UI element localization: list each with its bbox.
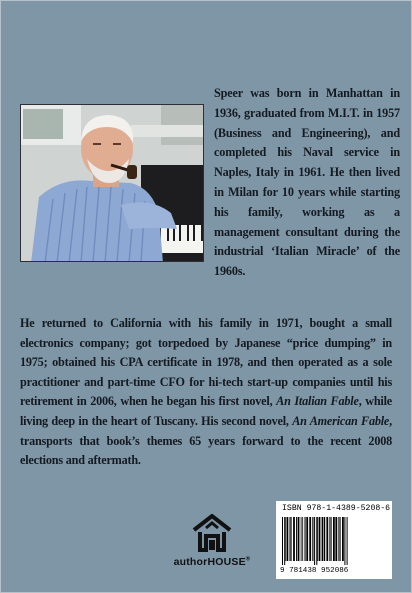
isbn-label: ISBN 978-1-4389-5208-6 — [282, 504, 391, 513]
publisher-logo — [172, 514, 252, 574]
barcode-bar — [291, 517, 292, 561]
barcode-bar — [293, 517, 295, 561]
barcode-bar — [342, 517, 344, 561]
barcode-bar — [324, 517, 325, 561]
barcode-bars — [280, 515, 388, 567]
barcode-bar — [333, 517, 335, 561]
barcode-bar — [296, 517, 297, 561]
barcode-bar — [304, 517, 305, 561]
book-title-american-fable: An American Fable — [292, 413, 390, 428]
authorhouse-logo-icon — [190, 514, 234, 554]
barcode-bar — [302, 517, 303, 561]
barcode-main-digits: 781438 952086 — [289, 567, 349, 575]
barcode-guard-bar — [282, 517, 283, 565]
author-bio-paragraph-2 — [20, 314, 392, 471]
bio-text-part-2: , while living deep in the heart of Tuscany. His second novel, — [20, 394, 393, 428]
barcode-guard-bar — [314, 517, 315, 565]
barcode-bar — [331, 517, 332, 561]
barcode-bar — [317, 517, 318, 561]
barcode-bar — [312, 517, 313, 561]
barcode-guard-bar — [284, 517, 285, 565]
barcode-bar — [338, 517, 339, 561]
barcode-guard-bar — [347, 517, 348, 565]
barcode-first-digit: 9 — [280, 567, 285, 575]
barcode-bar — [305, 517, 306, 561]
barcode-digits — [280, 567, 388, 575]
publisher-name-text: authorHOUSE — [173, 556, 246, 568]
bio-text-part-3: , transports that book’s themes 65 years forward to the recent 2008 elections and aftermath. — [20, 413, 392, 468]
barcode-guard-bar — [344, 517, 345, 565]
barcode-bar — [335, 517, 337, 561]
barcode-bar — [319, 517, 321, 561]
author-photo — [20, 104, 204, 262]
publisher-name — [172, 556, 252, 568]
author-bio-paragraph-1: Speer was born in Manhattan in 1936, graduated from M.I.T. in 1957 (Business and Engineering), and completed his Naval service in Naples, Italy in 1961. He then lived in Milan for 10 years while starting his family, working as a management consultant during the industrial ‘Italian Miracle’ of the 1960s. — [214, 86, 400, 279]
isbn-barcode — [276, 501, 392, 579]
barcode-bar — [300, 517, 301, 561]
barcode-bar — [322, 517, 324, 561]
barcode-bar — [290, 517, 291, 561]
barcode-bar — [298, 517, 299, 561]
barcode-guard-bar — [316, 517, 317, 565]
barcode-bar — [326, 517, 328, 561]
barcode-bar — [340, 517, 341, 561]
barcode-bar — [329, 517, 330, 561]
book-title-italian-fable: An Italian Fable — [276, 394, 359, 409]
registered-mark: ® — [245, 556, 251, 563]
barcode-bar — [285, 517, 286, 561]
bio-text-part-1: He returned to California with his family in 1971, bought a small electronics company; got torpedoed by Japanese “price dumping” in 1975; obtained his CPA certificate in 1978, and then operated as a sole practitioner and part-time CFO for hi-tech start-up companies until his retirement in 2006, when he began his first novel, — [20, 316, 392, 409]
barcode-bar — [309, 517, 311, 561]
barcode-bar — [287, 517, 289, 561]
barcode-bar — [306, 517, 308, 561]
